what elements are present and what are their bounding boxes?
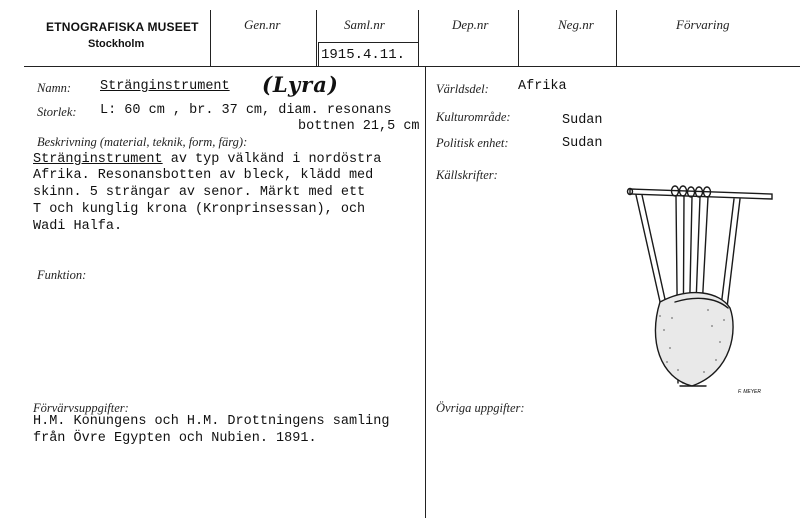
varldsdel-label: Världsdel: — [436, 82, 489, 96]
header-divider-3 — [418, 10, 419, 66]
header-divider-2 — [316, 10, 317, 66]
museum-name: ETNOGRAFISKA MUSEET — [46, 20, 199, 34]
kulturomrade-label: Kulturområde: — [436, 110, 511, 124]
forvaring-label: Förvaring — [676, 17, 730, 32]
politisk-enhet-label: Politisk enhet: — [436, 136, 509, 150]
beskrivning-first-word: Stränginstrument — [33, 152, 163, 167]
museum-city: Stockholm — [88, 38, 145, 50]
funktion-label: Funktion: — [37, 268, 87, 282]
namn-label: Namn: — [37, 81, 72, 95]
header-divider-1 — [210, 10, 211, 66]
namn-value: Stränginstrument — [100, 79, 230, 94]
header-divider-4 — [518, 10, 519, 66]
beskrivning-line-1 — [33, 152, 381, 167]
saml-nr-label: Saml.nr — [344, 17, 385, 32]
storlek-line-2: bottnen 21,5 cm — [298, 119, 420, 134]
kallskrifter-label: Källskrifter: — [436, 168, 498, 182]
forvarv-line-2: från Övre Egypten och Nubien. 1891. — [33, 431, 317, 446]
neg-nr-label: Neg.nr — [558, 17, 594, 32]
saml-nr-value: 1915.4.11. — [321, 47, 406, 63]
beskrivning-label: Beskrivning (material, teknik, form, färg): — [37, 135, 248, 149]
varldsdel-value: Afrika — [518, 79, 567, 94]
kulturomrade-value: Sudan — [562, 113, 603, 128]
beskrivning-line-1-rest: av typ välkänd i nordöstra — [162, 152, 382, 167]
header-divider-5 — [616, 10, 617, 66]
forvarv-line-1: H.M. Konungens och H.M. Drottningens samling — [33, 414, 390, 429]
storlek-line-1: L: 60 cm , br. 37 cm, diam. resonans — [100, 103, 392, 118]
namn-handwritten: (Lyra) — [262, 72, 339, 97]
saml-box-left — [318, 42, 319, 66]
header-bottom-rule — [24, 66, 800, 67]
dep-nr-label: Dep.nr — [452, 17, 489, 32]
body-column-divider — [425, 66, 426, 518]
beskrivning-line-3: skinn. 5 strängar av senor. Märkt med ett — [33, 185, 366, 200]
forvarv-label: Förvärvsuppgifter: — [33, 401, 129, 415]
drawing-signature: F. MEYER — [738, 389, 761, 395]
lyre-drawing — [620, 180, 785, 395]
saml-box-top — [318, 42, 418, 43]
politisk-enhet-value: Sudan — [562, 136, 603, 151]
beskrivning-line-5: Wadi Halfa. — [33, 219, 123, 234]
beskrivning-line-2: Afrika. Resonansbotten av bleck, klädd med — [33, 168, 374, 183]
beskrivning-line-4: T och kunglig krona (Kronprinsessan), och — [33, 202, 366, 217]
ovriga-uppgifter-label: Övriga uppgifter: — [436, 401, 525, 415]
gen-nr-label: Gen.nr — [244, 17, 281, 32]
storlek-label: Storlek: — [37, 105, 77, 119]
